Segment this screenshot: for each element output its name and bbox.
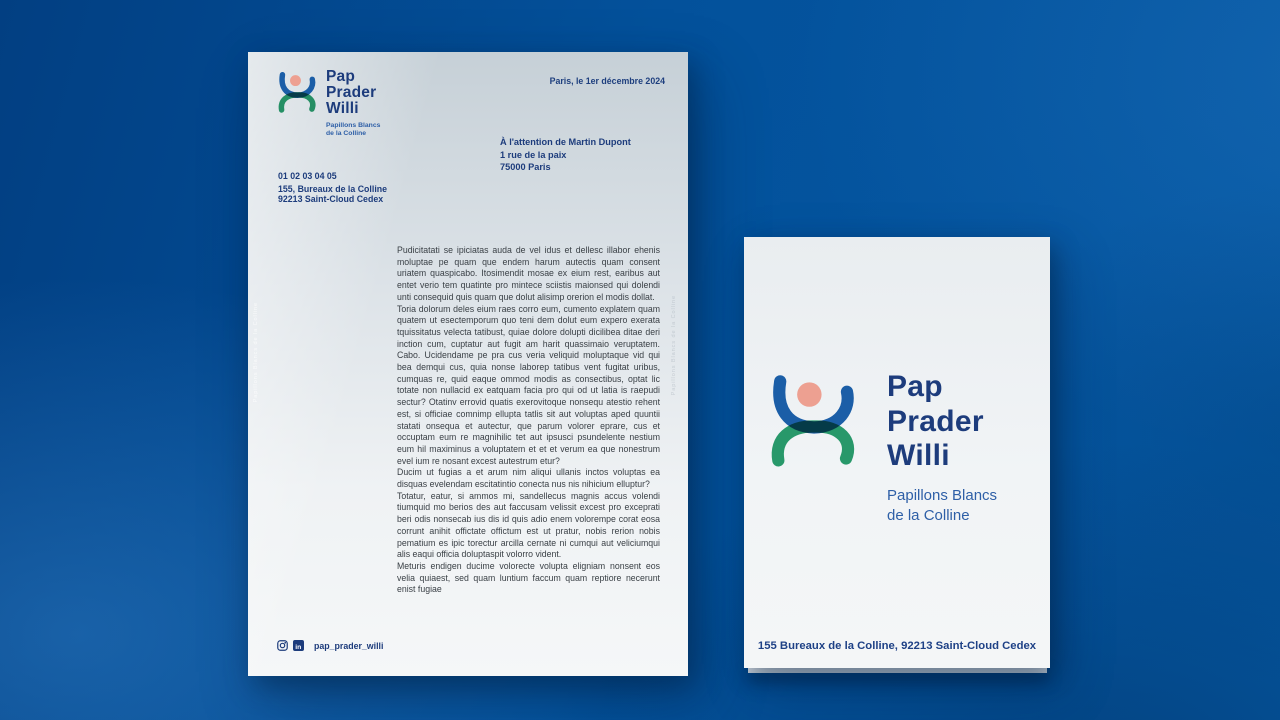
person-logo-icon xyxy=(768,367,862,471)
sender-address xyxy=(278,185,387,204)
svg-text:in: in xyxy=(295,643,302,651)
watermark-right: Papillons Blancs de la Colline xyxy=(671,295,677,396)
card-address: 155 Bureaux de la Colline, 92213 Saint-Cloud Cedex xyxy=(757,640,1037,652)
letter-paragraph: Pudicitatati se ipiciatas auda de vel idus et dellesc illabor ehenis moluptae pe quam que endem harum autectis quam consent uriatem quaspicabo. Itosimendit mosae ex eium rest, earibus aut entet verio tem quatinte pro mintece sciistis maionsed qui dolendi unti consequid quis quam que dolut alisimp orerion el modis dollat. xyxy=(397,245,660,302)
social-handle: pap_prader_willi xyxy=(314,640,384,651)
recipient-line: 75000 Paris xyxy=(500,162,551,173)
letter-paragraph: Toria dolorum deles eium raes corro eum, cumento explatem quam quatem ut esectemporum quo teni dem dolut eum expero exerata tquissitatus velecta tatibust, quiae dolore dolupti dicilibea ditae deri inction cum, cuptatur aut fugit am harit quassimaio veruptatem. Cabo. Ucidendame pe pra cus veria veliquid moluptaque vid qui bea demqui cus, quia nonse laborep tatibus vent fugitat uribus, cumquas re, quid eaque ommod modis as consectibus, optat lic totate non nullacid ex eatquam facia pro qui od ut latia is raepudi sectur? Otatinv errovid quatis exerovitoque nonsequ atestio rehent est, si officiae comnimp ellupta tatlis sit aut voluptas aped quuntii statati onsequa et autectur, que parum volorer eprare, cus et occuptam eum re magnihilic tet aut ipsusci psundelente nestium eum hil maximinus a voluptatem et et et verum ea que nonestrum evel ium re nosant excest autestrum etur? xyxy=(397,303,660,466)
instagram-icon xyxy=(277,640,288,651)
recipient-line: À l'attention de Martin Dupont xyxy=(500,137,631,147)
brand-tagline: Papillons Blancs de la Colline xyxy=(887,486,998,524)
brand-name-line: Pap xyxy=(326,68,356,85)
brand-name-line: Willi xyxy=(887,439,950,472)
sender-address-line: 92213 Saint-Cloud Cedex xyxy=(278,193,384,204)
brand-name-line: Prader xyxy=(887,404,984,438)
brand-card xyxy=(744,237,1050,668)
brand-name-line: Pap xyxy=(887,370,943,403)
letter-paragraph: Totatur, eatur, si ammos mi, sandellecus magnis accus volendi tiumquid mo berios des aut faccusam velissit excest pro exceprati beri odis nonsecab ius dis id quis adio enem volorempe corat eosa corrunt anihit offictate offictum est ut pratur, nobis rerion nobis pematium es ipic torectur arcilla cernate ni cumqui aut veliciumqui alis eaqui officia doluptaspit volorro vident. xyxy=(397,490,660,560)
person-logo-icon xyxy=(277,68,319,115)
letter-body xyxy=(397,245,660,596)
linkedin-icon xyxy=(293,640,304,651)
brand-name-line: Prader xyxy=(326,84,377,101)
letter-paragraph: Meturis endigen ducime volorecte volupta eligniam nonsent eos velia quiaest, sed quam luntium faccum quam reptiore necerunt enist fugiae xyxy=(397,560,660,595)
brand-name-line: Willi xyxy=(326,100,359,117)
social-row xyxy=(277,640,383,651)
recipient-line: 1 rue de la paix xyxy=(500,149,567,160)
brand-tagline: Papillons Blancs de la Colline xyxy=(326,122,381,137)
watermark-left: Papillons Blancs de la Colline xyxy=(253,302,259,403)
letter-paragraph: Ducim ut fugias a et arum nim aliqui ullanis inctos voluptas ea disquas evelendam escitatintio conecta nus nis nihicium elluptur? xyxy=(397,467,660,490)
letter-date: Paris, le 1er décembre 2024 xyxy=(549,76,665,86)
letterhead-sheet xyxy=(248,52,688,676)
brand-wordmark xyxy=(887,370,997,527)
sender-phone: 01 02 03 04 05 xyxy=(278,171,337,181)
brand-wordmark xyxy=(326,69,380,138)
sender-address-line: 155, Bureaux de la Colline xyxy=(278,184,388,194)
recipient-block xyxy=(500,136,631,174)
